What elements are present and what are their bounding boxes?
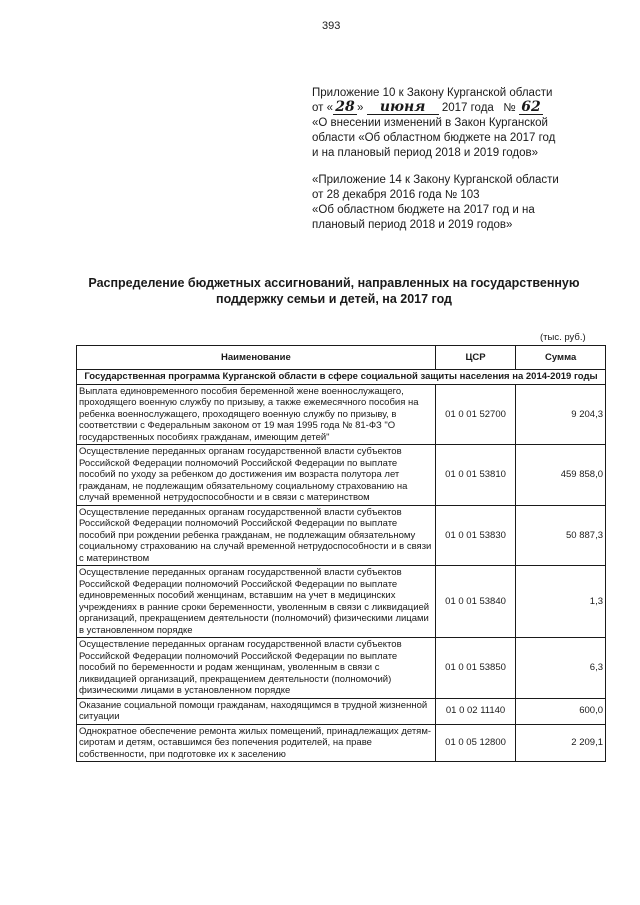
appendix-10-number-prefix: №	[503, 102, 516, 114]
row-code: 01 0 01 52700	[435, 384, 516, 445]
row-code: 01 0 01 53850	[435, 638, 516, 699]
appendix-10-header	[312, 86, 632, 161]
handwritten-month: июня	[367, 101, 439, 115]
handwritten-day: 28	[333, 101, 357, 115]
row-code: 01 0 02 11140	[435, 698, 516, 724]
row-sum: 9 204,3	[516, 384, 606, 445]
table-row	[77, 638, 606, 699]
handwritten-number: 62	[519, 101, 543, 115]
row-code: 01 0 01 53810	[435, 445, 516, 506]
table-header-row	[77, 346, 606, 370]
table-row	[77, 566, 606, 638]
row-sum: 2 209,1	[516, 724, 606, 762]
row-name: Осуществление переданных органам государственной власти субъектов Российской Федерации полномочий Российской Федерации по выплате пособий по уходу за ребенком до достижения им возраста полутора лет гражданам, не подлежащим обязательному социальному страхованию на случай временной нетрудоспособности и в связи с материнством	[77, 445, 436, 506]
table-row	[77, 445, 606, 506]
appendix-14-header	[312, 173, 632, 233]
row-code: 01 0 01 53830	[435, 505, 516, 566]
appendix-14-line4: плановый период 2018 и 2019 годов»	[312, 219, 513, 231]
row-sum: 459 858,0	[516, 445, 606, 506]
appendix-10-from-prefix: от «	[312, 102, 334, 114]
table-row	[77, 505, 606, 566]
appendix-10-line4: области «Об областном бюджете на 2017 год	[312, 132, 556, 144]
row-name: Выплата единовременного пособия беременной жене военнослужащего, проходящего военную службу по призыву, а также ежемесячного пособия на ребенка военнослужащего, проходящего военную службу по призыву, в соответствии с Федеральным законом от 19 мая 1995 года № 81-ФЗ "О государственных пособиях гражданам, имеющим детей"	[77, 384, 436, 445]
page-number: 393	[322, 20, 341, 32]
appendix-10-year: 2017 года	[441, 102, 494, 114]
appendix-10-from-mid: »	[357, 102, 364, 114]
appendix-14-line1: «Приложение 14 к Закону Курганской области	[312, 174, 559, 186]
units-label: (тыс. руб.)	[540, 332, 586, 343]
row-name: Оказание социальной помощи гражданам, находящимся в трудной жизненной ситуации	[77, 698, 436, 724]
row-code: 01 0 05 12800	[435, 724, 516, 762]
header-name: Наименование	[77, 346, 436, 370]
appendix-10-line3: «О внесении изменений в Закон Курганской	[312, 117, 548, 129]
row-sum: 50 887,3	[516, 505, 606, 566]
table-row	[77, 724, 606, 762]
document-title: Распределение бюджетных ассигнований, направленных на государственную поддержку семьи и детей, на 2017 год	[88, 276, 580, 306]
header-sum: Сумма	[516, 346, 606, 370]
appendix-10-line5: и на плановый период 2018 и 2019 годов»	[312, 147, 538, 159]
header-code: ЦСР	[435, 346, 516, 370]
table-row	[77, 384, 606, 445]
row-name: Осуществление переданных органам государственной власти субъектов Российской Федерации полномочий Российской Федерации по выплате единовременных пособий женщинам, вставшим на учет в медицинских учреждениях в ранние сроки беременности, уволенным в связи с ликвидацией организаций, прекращением деятельности (полномочий) физическими лицами в установленном порядке	[77, 566, 436, 638]
program-title: Государственная программа Курганской области в сфере социальной защиты населения на 2014-2019 годы	[77, 370, 606, 385]
row-name: Осуществление переданных органам государственной власти субъектов Российской Федерации полномочий Российской Федерации по выплате пособий по беременности и родам женщинам, уволенным в связи с ликвидацией организаций, прекращением деятельности (полномочий) физическими лицами в установленном порядке	[77, 638, 436, 699]
row-name: Однократное обеспечение ремонта жилых помещений, принадлежащих детям-сиротам и детям, оставшимся без попечения родителей, на праве собственности, при подготовке их к заселению	[77, 724, 436, 762]
table-row	[77, 698, 606, 724]
program-row	[77, 370, 606, 385]
row-name: Осуществление переданных органам государственной власти субъектов Российской Федерации полномочий Российской Федерации по выплате пособий при рождении ребенка гражданам, не подлежащим обязательному социальному страхованию на случай временной нетрудоспособности и в связи с материнством	[77, 505, 436, 566]
row-sum: 6,3	[516, 638, 606, 699]
appendix-14-line3: «Об областном бюджете на 2017 год и на	[312, 204, 535, 216]
row-code: 01 0 01 53840	[435, 566, 516, 638]
appendix-14-line2: от 28 декабря 2016 года № 103	[312, 189, 480, 201]
row-sum: 600,0	[516, 698, 606, 724]
row-sum: 1,3	[516, 566, 606, 638]
appendix-10-line1: Приложение 10 к Закону Курганской области	[312, 87, 553, 99]
budget-table	[76, 345, 606, 762]
appendix-10-line2	[312, 101, 632, 116]
